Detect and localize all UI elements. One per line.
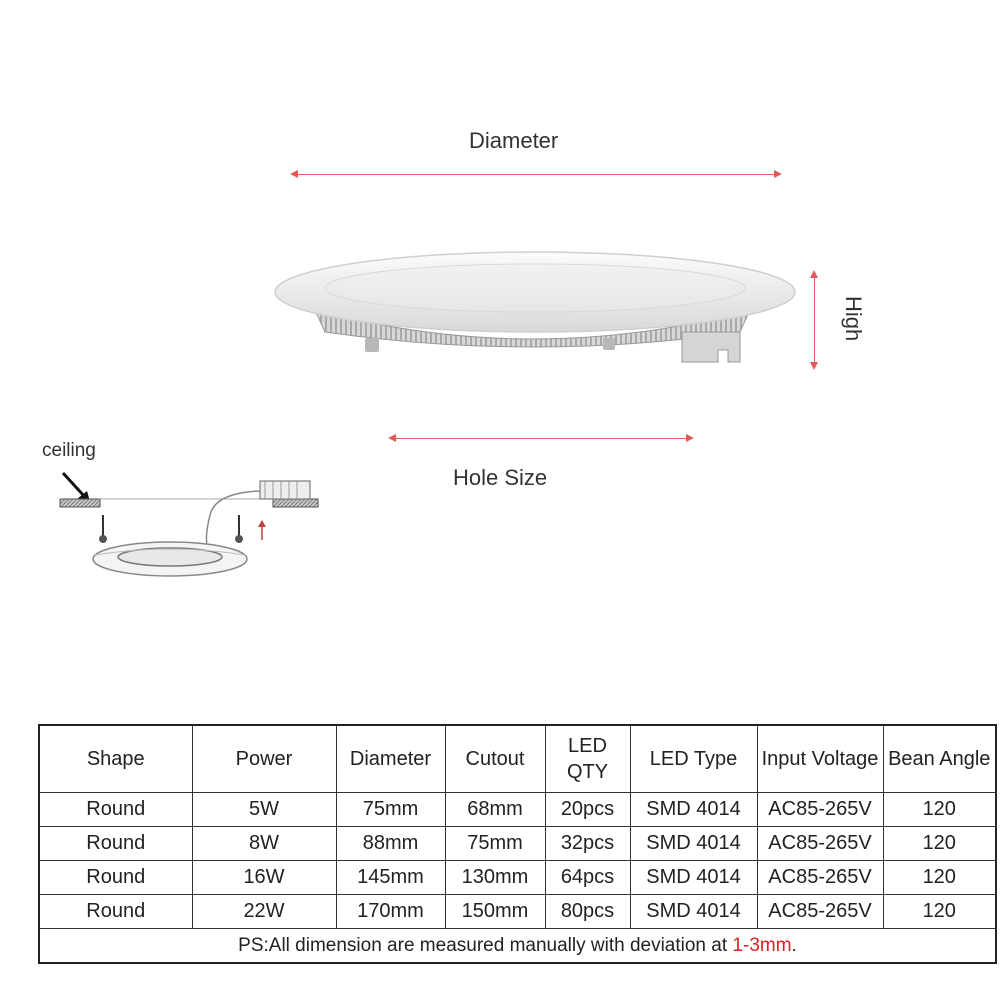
table-row xyxy=(39,861,996,895)
cell-input-voltage: AC85-265V xyxy=(757,895,883,929)
cell-shape: Round xyxy=(39,895,192,929)
header-diameter: Diameter xyxy=(336,725,445,793)
diameter-arrow xyxy=(292,174,780,175)
header-bean-angle: Bean Angle xyxy=(883,725,996,793)
cell-shape: Round xyxy=(39,861,192,895)
cell-shape: Round xyxy=(39,793,192,827)
cell-led-qty: 64pcs xyxy=(545,861,630,895)
header-led-qty-line2: QTY xyxy=(566,761,609,783)
cell-shape: Round xyxy=(39,827,192,861)
note-suffix: . xyxy=(791,934,797,956)
cell-bean-angle: 120 xyxy=(883,895,996,929)
cell-power: 8W xyxy=(192,827,336,861)
cell-power: 5W xyxy=(192,793,336,827)
table-note-row xyxy=(39,929,996,964)
cell-diameter: 88mm xyxy=(336,827,445,861)
cell-input-voltage: AC85-265V xyxy=(757,861,883,895)
table-row xyxy=(39,895,996,929)
diameter-label: Diameter xyxy=(469,128,559,153)
cell-cutout: 75mm xyxy=(445,827,545,861)
cell-bean-angle: 120 xyxy=(883,861,996,895)
note-highlight: 1-3mm xyxy=(732,934,792,956)
cell-cutout: 150mm xyxy=(445,895,545,929)
header-led-qty xyxy=(545,725,630,793)
cell-cutout: 130mm xyxy=(445,861,545,895)
table-row xyxy=(39,793,996,827)
header-power: Power xyxy=(192,725,336,793)
cell-led-type: SMD 4014 xyxy=(630,895,757,929)
cell-bean-angle: 120 xyxy=(883,793,996,827)
table-row xyxy=(39,827,996,861)
cell-power: 22W xyxy=(192,895,336,929)
panel-light-image xyxy=(270,250,800,380)
header-led-type: LED Type xyxy=(630,725,757,793)
hole-size-arrow xyxy=(390,438,692,439)
cell-led-type: SMD 4014 xyxy=(630,793,757,827)
cell-diameter: 170mm xyxy=(336,895,445,929)
spec-table xyxy=(38,724,997,964)
cell-input-voltage: AC85-265V xyxy=(757,793,883,827)
cell-led-type: SMD 4014 xyxy=(630,861,757,895)
cell-led-type: SMD 4014 xyxy=(630,827,757,861)
cell-led-qty: 80pcs xyxy=(545,895,630,929)
header-cutout: Cutout xyxy=(445,725,545,793)
measurement-note xyxy=(39,929,996,964)
high-arrow xyxy=(814,272,815,368)
cell-cutout: 68mm xyxy=(445,793,545,827)
header-input-voltage: Input Voltage xyxy=(757,725,883,793)
ceiling-label: ceiling xyxy=(42,440,96,461)
cell-led-qty: 32pcs xyxy=(545,827,630,861)
cell-input-voltage: AC85-265V xyxy=(757,827,883,861)
header-shape: Shape xyxy=(39,725,192,793)
cell-power: 16W xyxy=(192,861,336,895)
high-label: High xyxy=(841,296,866,342)
cell-diameter: 145mm xyxy=(336,861,445,895)
cell-bean-angle: 120 xyxy=(883,827,996,861)
hole-size-label: Hole Size xyxy=(453,465,548,490)
header-led-qty-line1: LED xyxy=(568,735,607,757)
table-header-row xyxy=(39,725,996,793)
cell-diameter: 75mm xyxy=(336,793,445,827)
cell-led-qty: 20pcs xyxy=(545,793,630,827)
installation-diagram xyxy=(55,465,325,590)
note-prefix: PS:All dimension are measured manually with deviation at xyxy=(238,934,733,956)
